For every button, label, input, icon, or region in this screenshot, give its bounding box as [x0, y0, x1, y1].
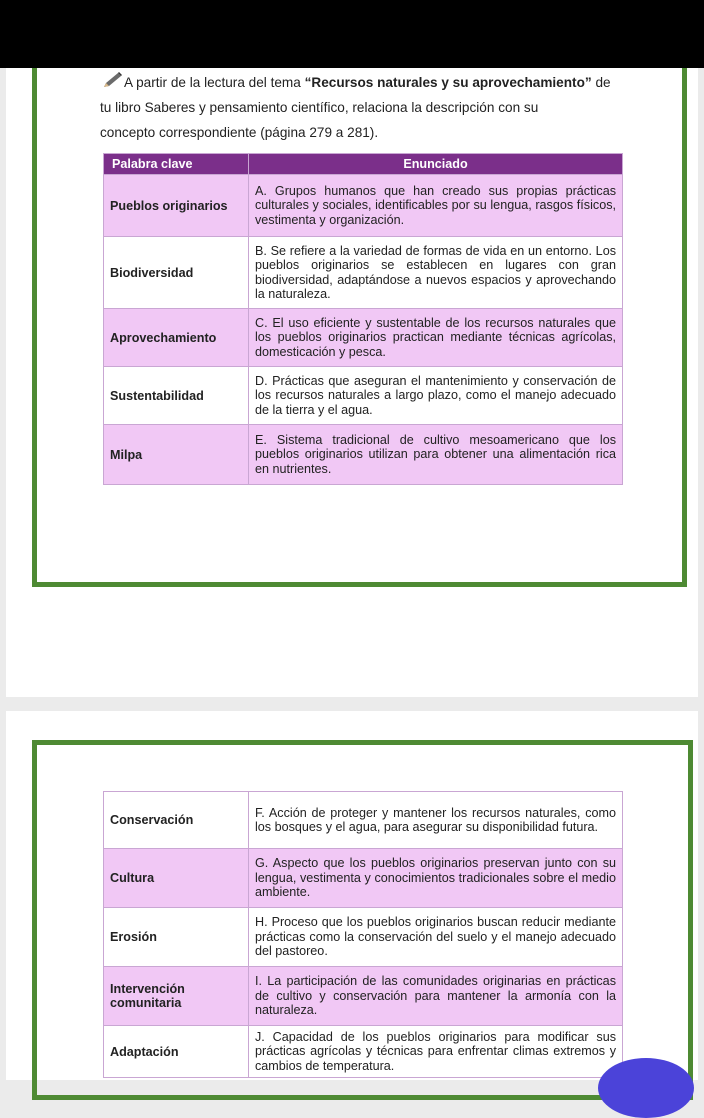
table-row [104, 792, 623, 849]
match-table-page-1 [103, 153, 623, 485]
table-row [104, 425, 623, 485]
keyword-cell: Conservación [104, 792, 249, 849]
keyword-cell: Intervención comunitaria [104, 967, 249, 1026]
keyword-cell: Erosión [104, 908, 249, 967]
statement-cell: I. La participación de las comunidades originarias en prácticas de cultivo y conservación para mantener la armonía con la naturaleza. [249, 967, 623, 1026]
instructions: A partir de la lectura del tema “Recursos naturales y su aprovechamiento” de tu libro Saberes y pensamiento científico, relaciona la descripción con su concepto correspondiente (página 279 a 281). [100, 70, 625, 145]
statement-cell: F. Acción de proteger y mantener los recursos naturales, como los bosques y el agua, para asegurar su disponibilidad futura. [249, 792, 623, 849]
statement-cell: J. Capacidad de los pueblos originarios para modificar sus prácticas agrícolas y técnicas para enfrentar climas extremos y cambios de temperatura. [249, 1026, 623, 1078]
statement-cell: E. Sistema tradicional de cultivo mesoamericano que los pueblos originarios utilizan para obtener una alimentación rica en nutrientes. [249, 425, 623, 485]
table-row [104, 175, 623, 237]
table-row [104, 309, 623, 367]
match-table-page-2 [103, 791, 623, 1078]
table-row [104, 908, 623, 967]
table-row [104, 367, 623, 425]
table-row [104, 849, 623, 908]
header-statement: Enunciado [249, 154, 623, 175]
keyword-cell: Cultura [104, 849, 249, 908]
table-header [104, 154, 623, 175]
table-row [104, 967, 623, 1026]
instructions-line-3: concepto correspondiente (página 279 a 281). [100, 125, 379, 140]
keyword-cell: Pueblos originarios [104, 175, 249, 237]
instructions-line-2: tu libro Saberes y pensamiento científico, relaciona la descripción con su [100, 100, 539, 115]
table-row [104, 1026, 623, 1078]
statement-cell: B. Se refiere a la variedad de formas de vida en un entorno. Los pueblos originarios se establecen en lugares con gran biodiversidad, adaptándose a nuevos espacios y aprovechando la naturaleza. [249, 237, 623, 309]
floating-action-button[interactable] [598, 1058, 694, 1118]
statement-cell: G. Aspecto que los pueblos originarios preservan junto con su lengua, vestimenta y conocimientos tradicionales sobre el medio ambiente. [249, 849, 623, 908]
keyword-cell: Milpa [104, 425, 249, 485]
topic-title: “Recursos naturales y su aprovechamiento” [304, 75, 592, 90]
statement-cell: D. Prácticas que aseguran el mantenimiento y conservación de los recursos naturales a largo plazo, como el manejo adecuado de la tierra y el agua. [249, 367, 623, 425]
keyword-cell: Adaptación [104, 1026, 249, 1078]
keyword-cell: Aprovechamiento [104, 309, 249, 367]
keyword-cell: Biodiversidad [104, 237, 249, 309]
statement-cell: A. Grupos humanos que han creado sus propias prácticas culturales y sociales, identificables por su lengua, rasgos físicos, vestimenta y organización. [249, 175, 623, 237]
statement-cell: C. El uso eficiente y sustentable de los recursos naturales que los pueblos originarios practican mediante técnicas agrícolas, domesticación y pesca. [249, 309, 623, 367]
statement-cell: H. Proceso que los pueblos originarios buscan reducir mediante prácticas como la conservación del suelo y el manejo adecuado del pastoreo. [249, 908, 623, 967]
header-keyword: Palabra clave [104, 154, 249, 175]
table-row [104, 237, 623, 309]
keyword-cell: Sustentabilidad [104, 367, 249, 425]
top-black-bar [0, 0, 704, 68]
